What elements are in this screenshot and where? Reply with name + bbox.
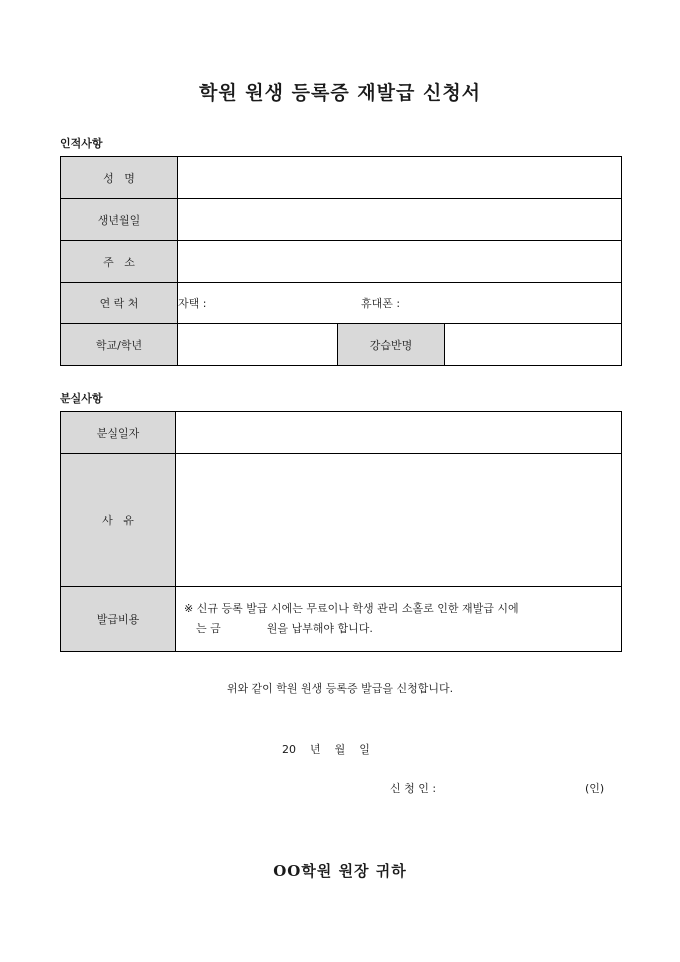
row-school (61, 324, 622, 366)
address-field[interactable] (178, 241, 622, 283)
home-phone-label: 자택 : (178, 297, 207, 310)
personal-info-table (60, 156, 622, 366)
fee-note-suffix: 원을 납부해야 합니다. (266, 622, 373, 635)
row-name (61, 157, 622, 199)
reason-label: 사 유 (61, 454, 176, 587)
fee-note (176, 587, 622, 652)
birth-label: 생년월일 (61, 199, 178, 241)
application-statement: 위와 같이 학원 원생 등록증 발급을 신청합니다. (226, 682, 454, 695)
name-label: 성 명 (61, 157, 178, 199)
school-label: 학교/학년 (61, 324, 178, 366)
class-label: 강습반명 (338, 324, 445, 366)
seal-mark: (인) (585, 782, 605, 795)
fee-note-prefix: 는 금 (196, 622, 221, 635)
addressee: OO학원 원장 귀하 (273, 862, 407, 880)
row-loss-date (61, 412, 622, 454)
loss-date-field[interactable] (176, 412, 622, 454)
school-field[interactable] (178, 324, 338, 366)
application-date: 20 년 월 일 (282, 743, 370, 756)
name-field[interactable] (178, 157, 622, 199)
row-address (61, 241, 622, 283)
form-title: 학원 원생 등록증 재발급 신청서 (198, 82, 482, 104)
contact-label: 연 락 처 (61, 283, 178, 324)
fee-label: 발급비용 (61, 587, 176, 652)
loss-section-heading: 분실사항 (60, 392, 103, 405)
mobile-label: 휴대폰 : (361, 297, 401, 310)
row-contact (61, 283, 622, 324)
personal-section-heading: 인적사항 (60, 137, 103, 150)
fee-note-line2 (184, 619, 615, 639)
address-label: 주 소 (61, 241, 178, 283)
row-reason (61, 454, 622, 587)
loss-date-label: 분실일자 (61, 412, 176, 454)
row-fee (61, 587, 622, 652)
contact-field[interactable] (178, 283, 622, 324)
class-field[interactable] (445, 324, 622, 366)
birth-field[interactable] (178, 199, 622, 241)
fee-note-line1: ※ 신규 등록 발급 시에는 무료이나 학생 관리 소홀로 인한 재발급 시에 (184, 602, 519, 615)
loss-info-table (60, 411, 622, 652)
applicant-label: 신 청 인 : (390, 782, 437, 795)
reason-field[interactable] (176, 454, 622, 587)
row-birth (61, 199, 622, 241)
